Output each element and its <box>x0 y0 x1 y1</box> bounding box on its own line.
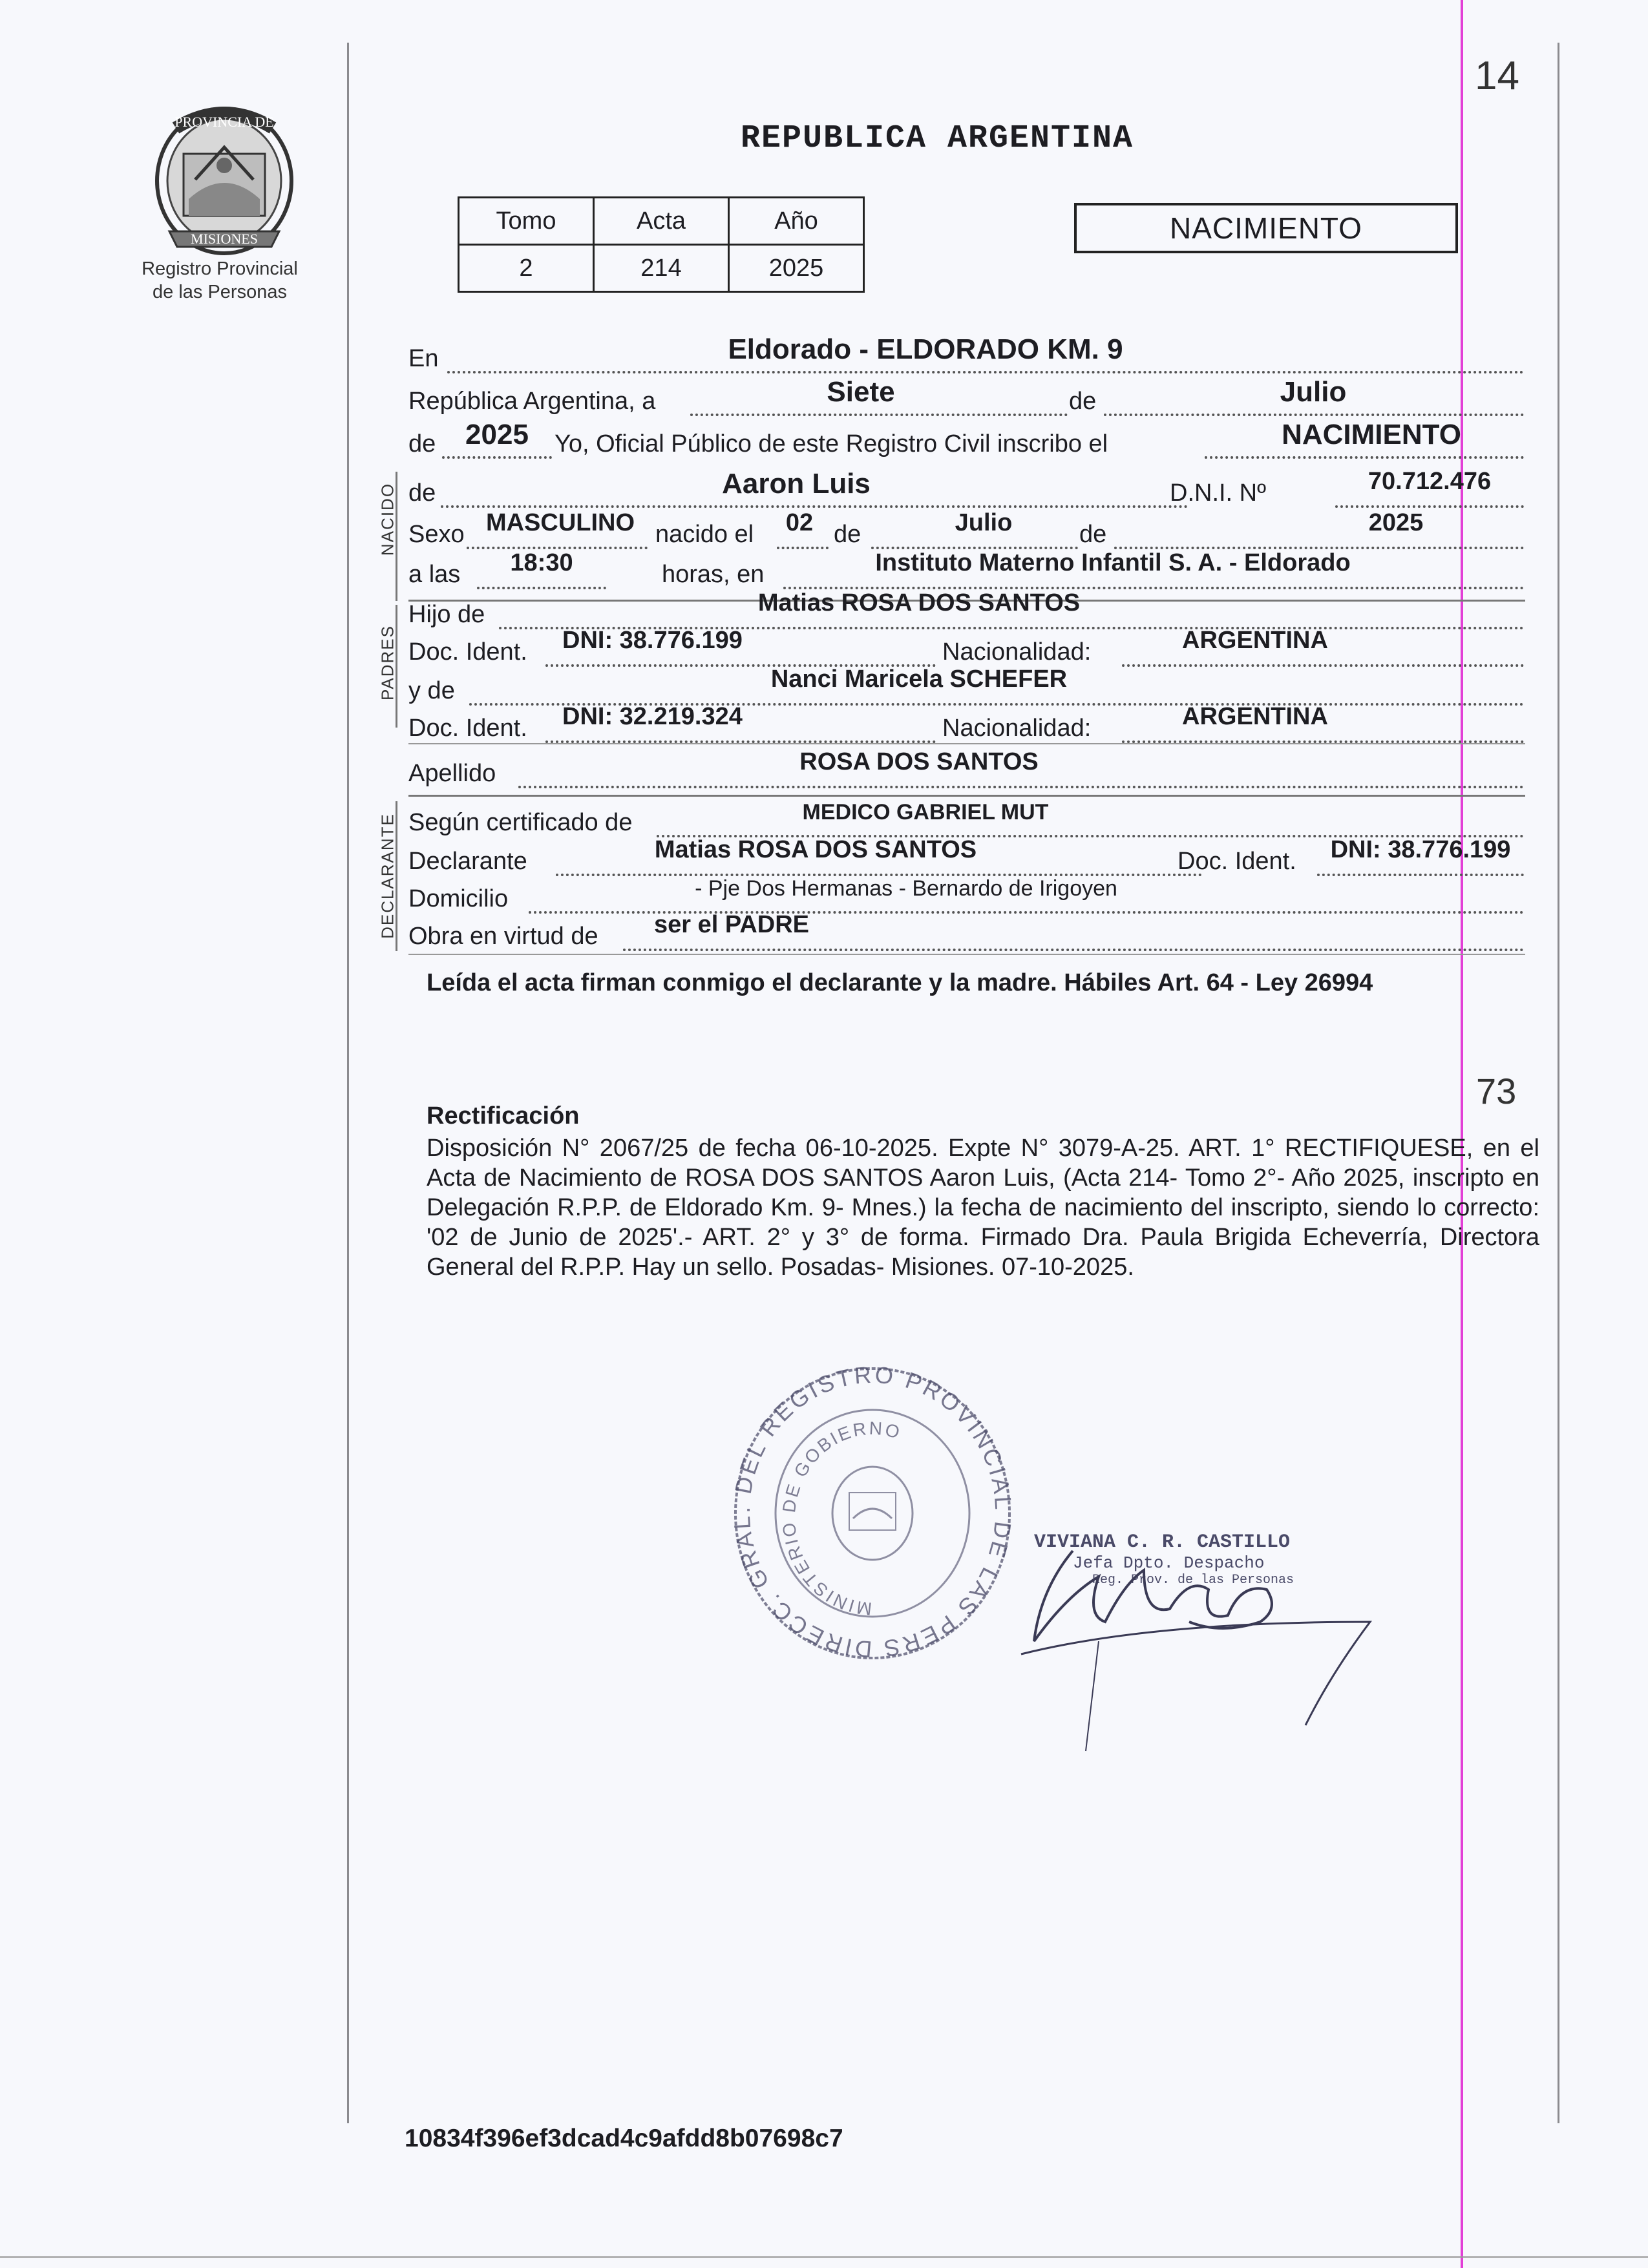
padre-doc-label: Doc. Ident. <box>408 638 527 666</box>
acta-header-acta: Acta <box>594 198 729 245</box>
acta-value-acta: 214 <box>594 245 729 292</box>
padre-nac-value: ARGENTINA <box>1182 627 1328 654</box>
month-value: Julio <box>1280 376 1347 408</box>
apellido-label: Apellido <box>408 760 496 787</box>
row-obra <box>408 911 1525 954</box>
obra-label: Obra en virtud de <box>408 923 598 950</box>
inscribo-label: Yo, Oficial Público de este Registro Civil inscribo el <box>555 430 1108 457</box>
row-hora <box>408 549 1525 592</box>
row-declarante <box>408 836 1525 879</box>
padres-section-label: PADRES <box>377 625 397 700</box>
dni-value: 70.712.476 <box>1368 468 1492 495</box>
lugar-value: Instituto Materno Infantil S. A. - Eldorado <box>875 549 1351 576</box>
en-value: Eldorado - ELDORADO KM. 9 <box>728 333 1123 365</box>
declarante-value: Matias ROSA DOS SANTOS <box>654 836 977 863</box>
seal-inner-text: MINISTERIO DE GOBIERNO <box>778 1418 904 1619</box>
row-madre-doc <box>408 703 1525 746</box>
page-number-top: 14 <box>1475 54 1519 98</box>
madre-doc-value: DNI: 32.219.324 <box>562 703 743 730</box>
acta-value-tomo: 2 <box>459 245 594 292</box>
acta-header-tomo: Tomo <box>459 198 594 245</box>
misiones-logo <box>150 102 299 257</box>
de2-label: de <box>408 430 436 457</box>
nombre-label: de <box>408 479 436 507</box>
dni-label: D.N.I. Nº <box>1170 479 1266 507</box>
inscribo-value: NACIMIENTO <box>1282 419 1461 450</box>
declarante-label: Declarante <box>408 848 527 875</box>
row-sexo <box>408 509 1525 552</box>
nombre-value: Aaron Luis <box>722 468 871 499</box>
madre-value: Nanci Maricela SCHEFER <box>770 666 1068 693</box>
separator-4 <box>408 954 1525 955</box>
signature-stamp-title: Jefa Dpto. Despacho <box>1073 1553 1265 1573</box>
certificado-value: MEDICO GABRIEL MUT <box>802 800 1049 824</box>
registro-label <box>123 257 317 304</box>
registro-line-1: Registro Provincial <box>142 258 298 279</box>
row-fecha <box>408 376 1525 419</box>
row-apellido <box>408 748 1525 791</box>
left-margin-rule <box>347 43 349 2123</box>
separator-2 <box>408 743 1525 744</box>
en-label: En <box>408 345 439 372</box>
document-hash: 10834f396ef3dcad4c9afdd8b07698c7 <box>405 2125 843 2152</box>
registro-line-2: de las Personas <box>153 282 287 302</box>
sexo-value: MASCULINO <box>485 509 635 536</box>
logo-bottom-text: MISIONES <box>191 231 258 247</box>
madre-nac-value: ARGENTINA <box>1182 703 1328 730</box>
day-value: Siete <box>827 376 895 408</box>
nacido-de-label: de <box>834 521 861 548</box>
logo-top-text: PROVINCIA DE <box>174 114 274 130</box>
svg-text:DIRECC. GRAL. DEL REGISTRO PRO <box>730 1363 1015 1663</box>
row-inscribo <box>408 419 1525 461</box>
row-en <box>408 333 1525 376</box>
a-las-label: a las <box>408 561 461 588</box>
nacido-el-label: nacido el <box>655 521 754 548</box>
nacido-de2-label: de <box>1079 521 1107 548</box>
country-title: REPUBLICA ARGENTINA <box>740 120 1134 157</box>
year-value: 2025 <box>465 419 529 450</box>
nacido-anio: 2025 <box>1368 509 1424 536</box>
rectificacion-title: Rectificación <box>427 1102 580 1129</box>
sexo-label: Sexo <box>408 521 465 548</box>
official-seal <box>730 1363 1015 1667</box>
certificado-label: Según certificado de <box>408 809 633 836</box>
obra-value: ser el PADRE <box>653 911 810 938</box>
bottom-edge-line <box>0 2256 1648 2258</box>
seal-ring-text: DIRECC. GRAL. DEL REGISTRO PROVINCIAL DE LAS PERS <box>730 1363 1015 1663</box>
handwritten-signature <box>995 1512 1396 1758</box>
acta-table-header-row <box>459 198 864 245</box>
signature-stamp-name: VIVIANA C. R. CASTILLO <box>1034 1531 1291 1553</box>
de-label: de <box>1069 388 1097 415</box>
domicilio-label: Domicilio <box>408 885 509 912</box>
page-number-right: 73 <box>1476 1071 1517 1111</box>
row-domicilio <box>408 876 1525 916</box>
declarante-doc-label: Doc. Ident. <box>1178 848 1296 875</box>
nacido-dia: 02 <box>785 509 814 536</box>
apellido-value: ROSA DOS SANTOS <box>799 748 1039 775</box>
rectificacion-body: Disposición N° 2067/25 de fecha 06-10-2025. Expte N° 3079-A-25. ART. 1° RECTIFIQUESE, en el Acta de Nacimiento de ROSA DOS SANTOS Aaron Luis, (Acta 214- Tomo 2°- Año 2025, inscripto en Delegación R.P.P. de Eldorado Km. 9- Mnes.) la fecha de nacimiento del inscripto, siendo lo correcto: '02 de Junio de 2025'.- ART. 2° y 3° de forma. Firmado Dra. Paula Brigida Echeverría, Directora General del R.P.P. Hay un sello. Posadas- Misiones. 07-10-2025. <box>427 1135 1539 1281</box>
padre-doc-value: DNI: 38.776.199 <box>562 627 743 654</box>
madre-nac-label: Nacionalidad: <box>942 715 1092 742</box>
right-margin-rule <box>1558 43 1559 2123</box>
acta-table <box>458 196 865 293</box>
acta-value-anio: 2025 <box>729 245 864 292</box>
hora-value: 18:30 <box>510 549 573 576</box>
firma-statement: Leída el acta firman conmigo el declarante y la madre. Hábiles Art. 64 - Ley 26994 <box>427 969 1373 996</box>
domicilio-value: - Pje Dos Hermanas - Bernardo de Irigoyen <box>695 876 1117 901</box>
row-padre-doc <box>408 627 1525 669</box>
declarante-doc-value: DNI: 38.776.199 <box>1330 836 1511 863</box>
acta-table-value-row <box>459 245 864 292</box>
nacido-section-label: NACIDO <box>377 482 397 556</box>
hijo-de-label: Hijo de <box>408 601 485 628</box>
acta-header-anio: Año <box>729 198 864 245</box>
nacido-mes: Julio <box>955 509 1013 536</box>
horas-en-label: horas, en <box>662 561 765 588</box>
document-type-box: NACIMIENTO <box>1074 203 1458 253</box>
republica-label: República Argentina, a <box>408 388 656 415</box>
madre-doc-label: Doc. Ident. <box>408 715 527 742</box>
separator-3 <box>408 795 1525 797</box>
declarante-section-label: DECLARANTE <box>377 813 397 939</box>
padre-value: Matias ROSA DOS SANTOS <box>757 589 1081 616</box>
row-certificado <box>408 800 1525 840</box>
row-nombre <box>408 468 1525 510</box>
signature-stamp-subtitle: Reg. Prov. de las Personas <box>1092 1573 1294 1588</box>
padre-nac-label: Nacionalidad: <box>942 638 1092 666</box>
y-de-label: y de <box>408 677 455 704</box>
